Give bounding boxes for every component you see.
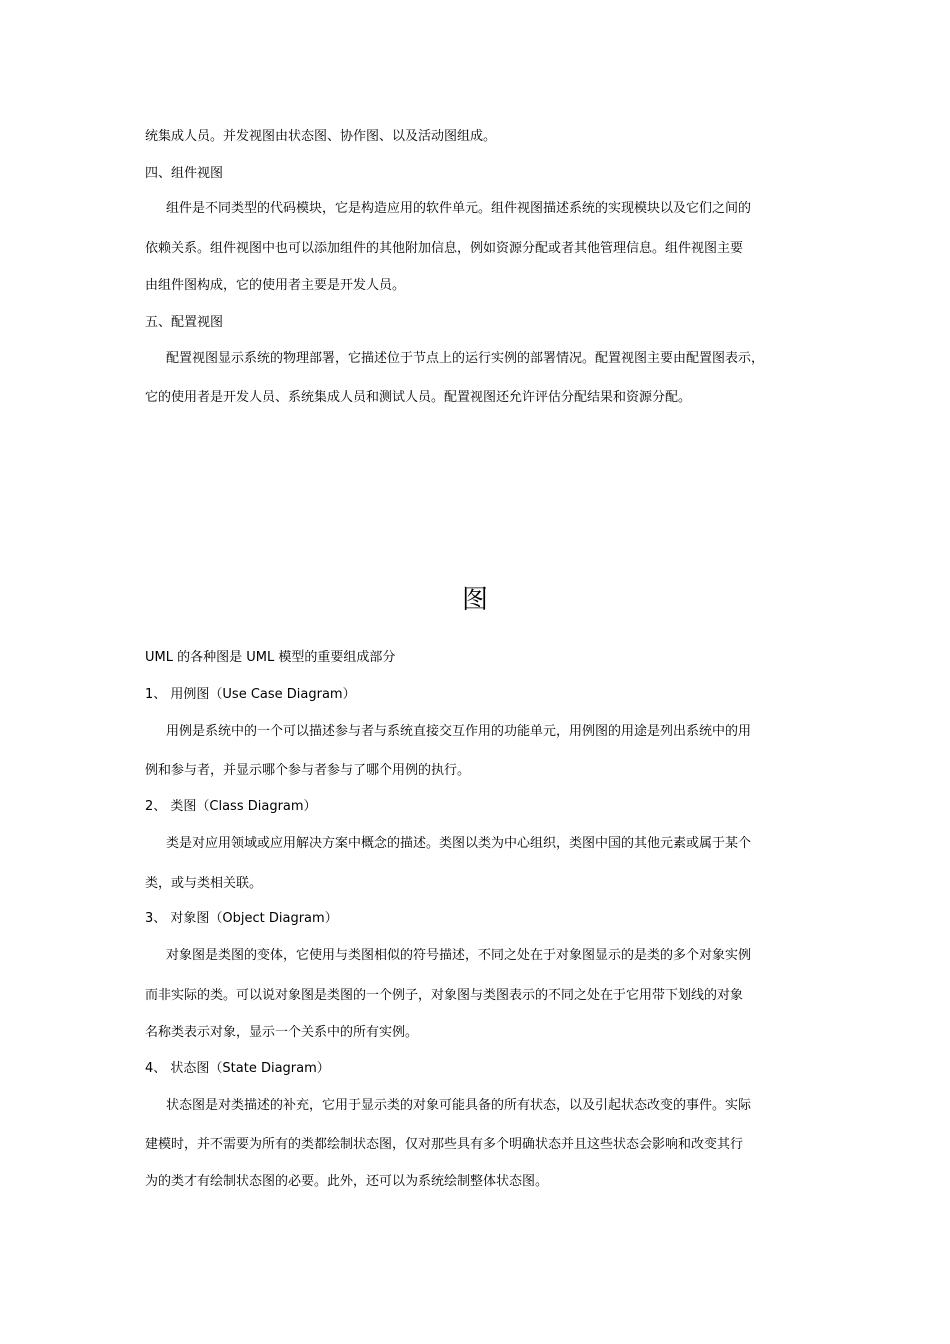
item-heading-state: 4、 状态图（State Diagram） (145, 1061, 330, 1076)
paragraph-line: 类，或与类相关联。 (145, 876, 263, 891)
paragraph-line: 由组件图构成，它的使用者主要是开发人员。 (145, 278, 406, 293)
paragraph-line: 为的类才有绘制状态图的必要。此外，还可以为系统绘制整体状态图。 (145, 1174, 549, 1189)
paragraph-line: 名称类表示对象，显示一个关系中的所有实例。 (145, 1025, 419, 1040)
paragraph-line: 配置视图显示系统的物理部署，它描述位于节点上的运行实例的部署情况。配置视图主要由配置图表示， (166, 351, 765, 366)
paragraph-line: 例和参与者，并显示哪个参与者参与了哪个用例的执行。 (145, 763, 471, 778)
paragraph-line: 它的使用者是开发人员、系统集成人员和测试人员。配置视图还允许评估分配结果和资源分配。 (145, 390, 692, 405)
section-title: 图 (461, 585, 488, 615)
paragraph-line: 状态图是对类描述的补充，它用于显示类的对象可能具备的所有状态，以及引起状态改变的事件。实际 (166, 1098, 752, 1113)
paragraph-line: 类是对应用领域或应用解决方案中概念的描述。类图以类为中心组织，类图中国的其他元素或属于某个 (166, 836, 752, 851)
paragraph-line: 组件是不同类型的代码模块，它是构造应用的软件单元。组件视图描述系统的实现模块以及它们之间的 (166, 201, 752, 216)
item-heading-object: 3、 对象图（Object Diagram） (145, 911, 338, 926)
section-heading-component-view: 四、组件视图 (145, 166, 224, 181)
paragraph-line: 用例是系统中的一个可以描述参与者与系统直接交互作用的功能单元，用例图的用途是列出系统中的用 (166, 724, 752, 739)
paragraph-line: 而非实际的类。可以说对象图是类图的一个例子，对象图与类图表示的不同之处在于它用带下划线的对象 (145, 988, 744, 1003)
intro-line: UML 的各种图是 UML 模型的重要组成部分 (145, 650, 396, 665)
section-heading-deployment-view: 五、配置视图 (145, 315, 224, 330)
paragraph-line: 建模时，并不需要为所有的类都绘制状态图，仅对那些具有多个明确状态并且这些状态会影响和改变其行 (145, 1137, 744, 1152)
paragraph-line: 统集成人员。并发视图由状态图、协作图、以及活动图组成。 (145, 129, 497, 144)
paragraph-line: 对象图是类图的变体，它使用与类图相似的符号描述，不同之处在于对象图显示的是类的多个对象实例 (166, 948, 752, 963)
item-heading-use-case: 1、 用例图（Use Case Diagram） (145, 687, 356, 702)
paragraph-line: 依赖关系。组件视图中也可以添加组件的其他附加信息，例如资源分配或者其他管理信息。组件视图主要 (145, 241, 744, 256)
item-heading-class: 2、 类图（Class Diagram） (145, 799, 317, 814)
